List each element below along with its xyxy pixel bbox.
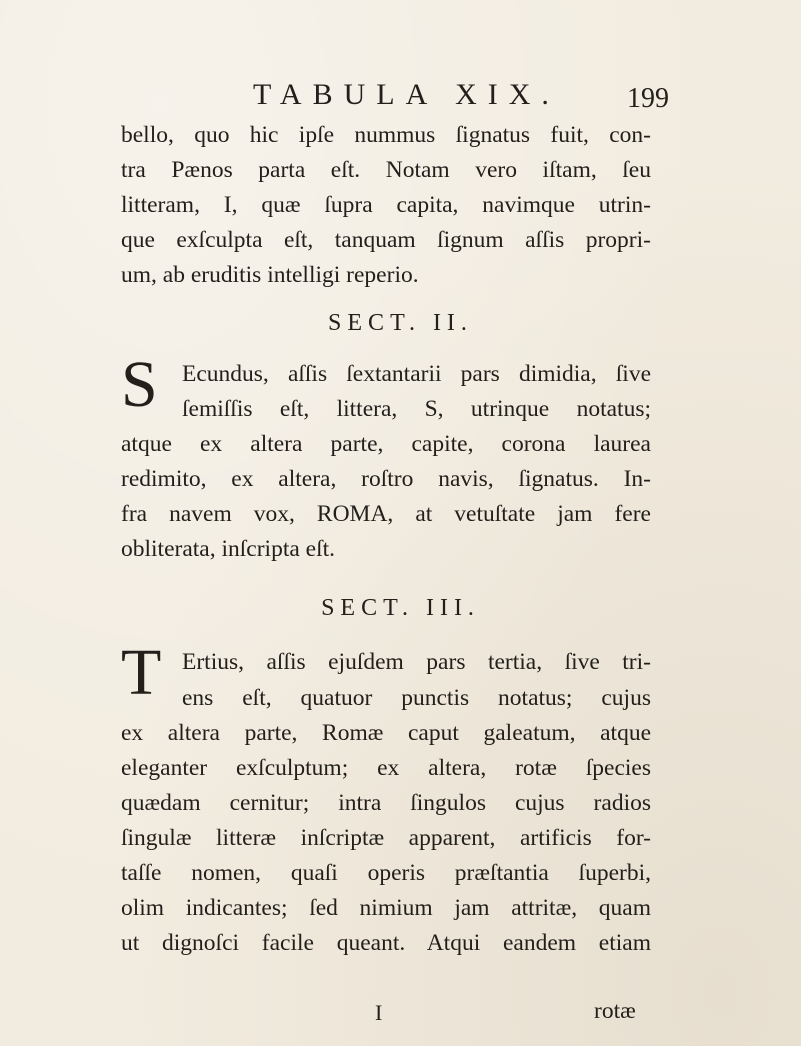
text-line: Ecundus, aſſis ſextantarii pars dimidia, ſive [182,361,651,387]
text-line: bello, quo hic ipſe nummus ſignatus fuit, con- [121,122,651,148]
section-heading: SECT. III. [321,595,480,621]
section-heading: SECT. II. [328,310,473,336]
text-line: ens eſt, quatuor punctis notatus; cujus [182,685,651,711]
drop-capital: S [121,348,158,421]
text-line: ſemiſſis eſt, littera, S, utrinque notatus; [182,396,651,422]
text-line: tra Pænos parta eſt. Notam vero iſtam, ſeu [121,157,651,183]
text-line: eleganter exſculptum; ex altera, rotæ ſpecies [121,755,651,781]
running-head [0,75,801,115]
text-line: ut dignoſci facile queant. Atqui eandem etiam [121,930,651,956]
text-line: ex altera parte, Romæ caput galeatum, atque [121,720,651,746]
text-line: ſingulæ litteræ inſcriptæ apparent, artificis for- [121,825,651,851]
text-line: quædam cernitur; intra ſingulos cujus radios [121,790,651,816]
text-line: obliterata, inſcripta eſt. [121,536,336,562]
catchword: rotæ [594,998,636,1024]
text-line: taſſe nomen, quaſi operis præſtantia ſuperbi, [121,860,651,886]
text-line: olim indicantes; ſed nimium jam attritæ, quam [121,895,651,921]
page-number: 199 [627,83,669,114]
text-line: que exſculpta eſt, tanquam ſignum aſſis propri- [121,227,651,253]
signature-mark: I [375,1000,383,1025]
text-line: fra navem vox, ROMA, at vetuſtate jam fere [121,501,651,527]
running-title: TABULA XIX. [253,78,560,111]
drop-capital: T [121,636,162,709]
text-line: redimito, ex altera, roſtro navis, ſignatus. In- [121,466,651,492]
text-line: atque ex altera parte, capite, corona laurea [121,431,651,457]
text-line: litteram, I, quæ ſupra capita, navimque utrin- [121,192,651,218]
text-line: Ertius, aſſis ejuſdem pars tertia, ſive tri- [182,649,651,675]
text-line: um, ab eruditis intelligi reperio. [121,262,419,288]
